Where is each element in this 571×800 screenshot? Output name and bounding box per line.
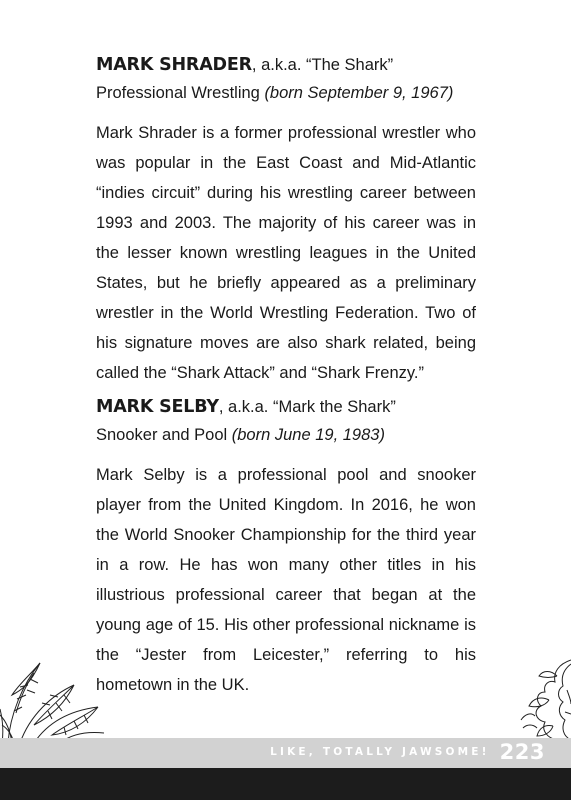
birth-date: (born September 9, 1967)	[264, 84, 454, 102]
person-name: MARK SHRADER	[96, 55, 252, 75]
entry-heading	[96, 52, 476, 78]
bottom-band	[0, 768, 571, 800]
entry-subtitle	[96, 420, 476, 450]
entry-body: Mark Shrader is a former professional wrestler who was popular in the East Coast and Mid-Atlantic “indies circuit” during his wrestling career between 1993 and 2003. The majority of his career was in the lesser known wrestling leagues in the United States, but he briefly appeared as a preliminary wrestler in the World Wrestling Federation. Two of his signature moves are also shark related, being called the “Shark Attack” and “Shark Frenzy.”	[96, 124, 476, 382]
page-number: 223	[499, 740, 545, 764]
leaf-illustration-left	[0, 655, 110, 745]
leaf-illustration-right	[501, 650, 571, 746]
page-content	[96, 52, 476, 706]
sport: Snooker and Pool	[96, 426, 232, 444]
book-tagline: LIKE, TOTALLY JAWSOME!	[270, 746, 490, 758]
entry-body: Mark Selby is a professional pool and snooker player from the United Kingdom. In 2016, he won the World Snooker Championship for the third year in a row. He has won many other titles in his illustrious professional career that began at the young age of 15. His other professional nickname is the “Jester from Leicester,” referring to his hometown in the UK.	[96, 466, 476, 694]
entry-subtitle	[96, 78, 476, 108]
footer	[270, 736, 545, 768]
person-name: MARK SELBY	[96, 397, 219, 417]
sport: Professional Wrestling	[96, 84, 265, 102]
nickname: , a.k.a. “The Shark”	[251, 56, 394, 74]
nickname: , a.k.a. “Mark the Shark”	[218, 398, 396, 416]
entry-heading	[96, 394, 476, 420]
birth-date: (born June 19, 1983)	[231, 426, 385, 444]
